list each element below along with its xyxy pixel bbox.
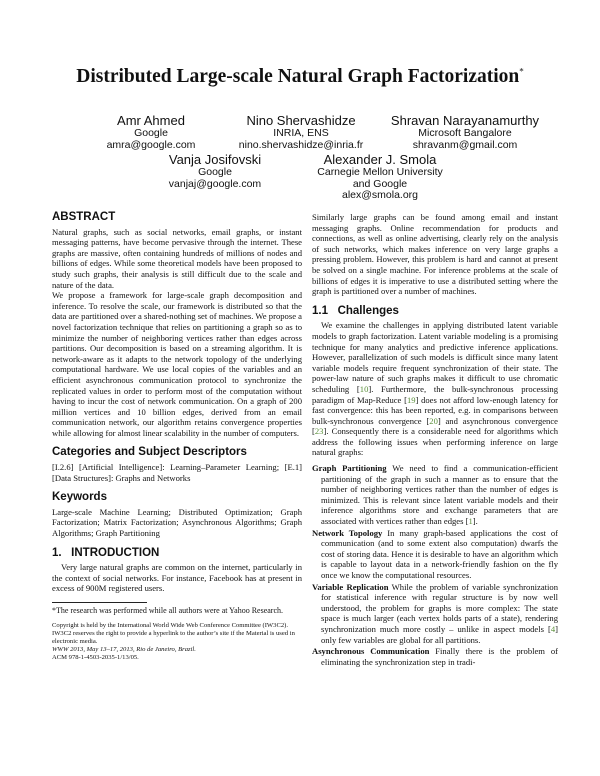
copyright-text: Copyright is held by the International World Wide Web Conference Committee (IW3C2). IW3C2 reserves the right to provide a hyperlink to the author’s site if the Material is used in electronic media. [52, 621, 295, 645]
left-column [52, 212, 302, 662]
author-name: Alexander J. Smola [323, 152, 437, 167]
citation-link[interactable]: 20 [429, 415, 438, 426]
categories-heading: Categories and Subject Descriptors [52, 446, 247, 459]
challenges-paragraph: We examine the challenges in applying distributed latent variable models to graph factorization. Latent variable modeling is a promising technique for many analytics and predictive inference applications. However, parallelization of such models is difficult since many latent variable models require frequent synchronization of their state. The power-law nature of such graphs makes it difficult to use chromatic scheduling [10]. Furthermore, the bulk-synchronous processing paradigm of Map-Reduce [19] does not afford low-enough latency for fast convergence: this has been reported, e.g. in comparisons between bulk-synchronous convergence [20] and asynchronous convergence [23]. Consequently there is a considerable need for algorithms which address the following issues when performing inference on large natural graphs: [312, 320, 558, 458]
citation-link[interactable]: 23 [314, 426, 324, 437]
author-email: shravanm@gmail.com [412, 138, 518, 151]
author-block-1 [86, 113, 216, 151]
citation-link[interactable]: 19 [406, 394, 416, 405]
right-column [312, 212, 558, 668]
citation-link[interactable]: 4 [550, 623, 556, 634]
conference-line: WWW 2013, May 13–17, 2013, Rio de Janeiro, Brazil. [52, 645, 196, 653]
challenge-item-graph-partitioning: Graph Partitioning We need to find a communication-efficient partitioning of the graph in such a manner as to ensure that the number of neighboring vertices rather than the number of edges is minimized. This is relevant since latent variable models and their inference algorithms store and exchange parameters that are associated with vertices rather than edges [1]. [312, 463, 558, 527]
copyright-notice [52, 622, 302, 662]
title-footnote-marker: * [519, 66, 524, 77]
challenge-item-network-topology: Network Topology In many graph-based applications the cost of communication (and to some extent also computation) dwarfs the cost of storing data. Hence it is desirable to have an algorithm which is capable to layout data in a network-friendly fashion on the fly once we know the computational resources. [312, 527, 559, 580]
challenge-item-variable-replication: Variable Replication While the problem of variable synchronization for statistical inference with regular structure is by now well understood, the problem for graphs is more complex: The state space is much larger (each vertex holds parts of a state), rendering synchronization much more costly – unlike in aspect models [4] only few variables are global for all partitions. [312, 581, 559, 645]
challenges-heading: 1.1 Challenges [312, 304, 399, 317]
author-affiliation-2: and Google [352, 177, 408, 190]
citation-link[interactable]: 10 [359, 383, 369, 394]
author-affiliation: Microsoft Bangalore [418, 127, 512, 139]
author-block-5 [300, 152, 460, 202]
challenge-item-asynchronous-communication: Asynchronous Communication Finally there is the problem of eliminating the synchronization step in tradi- [312, 646, 558, 667]
author-email: amra@google.com [106, 138, 196, 151]
keywords-text: Large-scale Machine Learning; Distributed Optimization; Graph Factorization; Matrix Factorization; Asynchronous Algorithms; Graph Algorithms; Graph Partitioning [52, 506, 302, 539]
author-block-2 [226, 113, 376, 151]
abstract-heading: ABSTRACT [52, 211, 116, 223]
author-email: alex@smola.org [341, 189, 419, 201]
author-name: Amr Ahmed [117, 113, 185, 128]
paper-title: Distributed Large-scale Natural Graph Factorization* [76, 66, 524, 87]
introduction-paragraph: Very large natural graphs are common on the internet, particularly in the context of social networks. For instance, Facebook has at present in excess of 900M registered users. [52, 562, 302, 594]
author-email: nino.shervashidze@inria.fr [238, 138, 364, 151]
acm-isbn: ACM 978-1-4503-2035-1/13/05. [52, 653, 139, 661]
author-name: Vanja Josifovski [168, 152, 262, 167]
citation-link[interactable]: 1 [468, 516, 473, 527]
author-affiliation: Carnegie Mellon University [317, 166, 443, 178]
categories-text: [I.2.6] [Artificial Intelligence]: Learning–Parameter Learning; [E.1] [Data Structures]: Graphs and Networks [52, 462, 302, 483]
intro-continued-paragraph: Similarly large graphs can be found among email and instant messaging graphs. Online recommendation for products and connections, as well as online advertising, clearly rely on the analysis of such networks, which makes inference on very large graphs a pressing problem. However, this problem is hard and cannot at present be solved on a single machine. For inference problems at the scale of billions of edges it is imperative to use a distributed setting where the graph is partitioned over a number of machines. [312, 212, 558, 297]
author-name: Nino Shervashidze [246, 113, 356, 128]
author-block-4 [150, 152, 280, 190]
author-affiliation: INRIA, ENS [273, 127, 329, 139]
author-affiliation: Google [134, 127, 168, 139]
author-affiliation: Google [198, 166, 232, 178]
introduction-heading: 1. INTRODUCTION [52, 546, 160, 559]
footnote: *The research was performed while all authors were at Yahoo Research. [52, 606, 284, 615]
footnote-rule [52, 602, 147, 603]
keywords-heading: Keywords [52, 491, 107, 504]
author-email: vanjaj@google.com [168, 177, 262, 190]
author-name: Shravan Narayanamurthy [390, 113, 540, 128]
author-block-3 [380, 113, 550, 151]
abstract-paragraph-1: Natural graphs, such as social networks, email graphs, or instant messaging patterns, have become pervasive through the internet. These graphs are massive, often containing hundreds of millions of nodes and billions of edges. While some theoretical models have been proposed to study such graphs, their analysis is still difficult due to the scale and nature of the data. [52, 226, 302, 290]
abstract-paragraph-2: We propose a framework for large-scale graph decomposition and inference. To resolve the scale, our framework is distributed so that the data are partitioned over a shared-nothing set of machines. We propose a novel factorization technique that relies on partitioning a graph so as to minimize the number of neighboring vertices rather than edges across partitions. Our decomposition is based on a streaming algorithm. It is network-aware as it adapts to the network topology of the underlying computational hardware. We use local copies of the variables and an efficient asynchronous communication protocol to synchronize the replicated values in order to perform most of the computation without having to incur the cost of network communication. On a graph of 200 million vertices and 10 billion edges, derived from an email communication network, our algorithm retains convergence properties while allowing for almost linear scalability in the number of computers. [52, 290, 302, 438]
